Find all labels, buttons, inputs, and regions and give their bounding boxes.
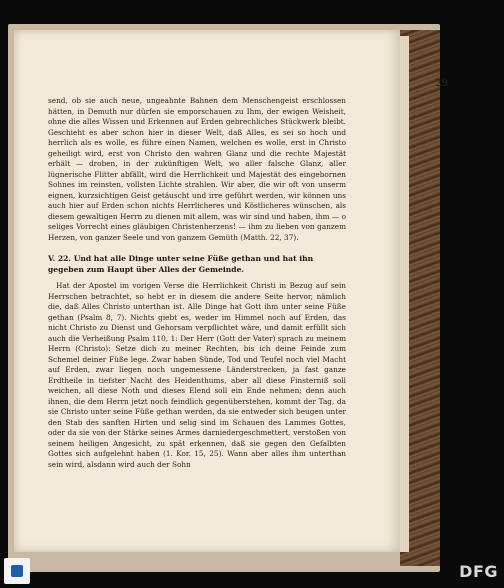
library-logo (4, 558, 30, 584)
verse-heading: V. 22. Und hat alle Dinge unter seine Füße gethan und hat ihn gegeben zum Haupt über Alles der Gemeinde. (48, 254, 314, 274)
page-number: 29 (435, 78, 448, 89)
paragraph: Hat der Apostel im vorigen Verse die Herrlichkeit Christi in Bezug auf sein Herrschen betrachtet, so hebt er in diesem die andere Seite hervor, nämlich die, daß Alles Christo unterthan ist. Alle Dinge hat Gott ihm unter seine Füße gethan (Psalm 8, 7). Nichts giebt es, weder im Himmel noch auf Erden, das nicht Christo zu Dienst und Gehorsam verpflichtet wäre, und damit erfüllt sich auch die Verheißung Psalm 110, 1: Der Herr (Gott der Vater) sprach zu meinem Herrn (Christo): Setze dich zu meiner Rechten, bis ich deine Feinde zum Schemel deiner Füße lege. Zwar haben Sünde, Tod und Teufel noch viel Macht auf Erden, zwar liegen noch ungemessene Länderstrecken, ja fast ganze Erdtheile in tiefster Nacht des Heidenthums, aber all diese Finsterniß soll weichen, all diese Noth und dieses Elend soll ein Ende nehmen; denn auch ihnen, die dem Herrn jetzt noch feindlich gegenüberstehen, kommt der Tag, da sie Christo unter seine Füße gethan werden, da sie entweder sich beugen unter den Stab des sanften Hirten und selig sind im Schauen des Lammes Gottes, oder da sie von der Stärke seines Armes darniedergeschmettert, verstoßen von seinem heiligen Angesicht, zu spät erkennen, daß sie gegen den Gefalbten Gottes sich aufgelehnt haben (1. Kor. 15, 25). Wann aber alles ihm unterthan sein wird, alsdann wird auch der Sohn (48, 281, 346, 469)
dfg-logo: DFG (459, 562, 498, 581)
crest-icon (11, 565, 23, 577)
text-block-upper (48, 96, 346, 243)
paragraph: send, ob sie auch neue, ungeahnte Bahnen dem Menschengeist erschlossen hätten, in Demuth nur dürfen sie emporschauen zu Ihm, der ewigen Weisheit, ohne die alles Wissen und Erkennen auf Erden gebrechliches Stückwerk bleibt. Geschieht es aber schon hier in dieser Welt, daß Alles, es sei so hoch und herrlich als es wolle, es führe einen Namen, welchen es wolle, erst in Christo geheiligt wird, erst von Christo den wahren Glanz und die rechte Majestät erhält — droben, in der zukünftigen Welt, wo aller falsche Glanz, aller lügnerische Flitter abfällt, wird die Herrlichkeit und Majestät des eingebornen Sohnes im reinsten, vollsten Lichte strahlen. Wir aber, die wir oft von unserm eignen, kurzsichtigen Geist getäuscht und irre geführt werden, wir können uns auch hier auf Erden schon nichts Herrlicheres und Köstlicheres wünschen, als diesem gewaltigen Herrn zu dienen mit allem, was wir sind und haben, ihm — o seliges Vorrecht eines gläubigen Christenherzens! — ihm zu lieben von ganzem Herzen, von ganzer Seele und von ganzem Gemüth (Matth. 22, 37). (48, 96, 346, 242)
text-block-lower (48, 281, 346, 470)
